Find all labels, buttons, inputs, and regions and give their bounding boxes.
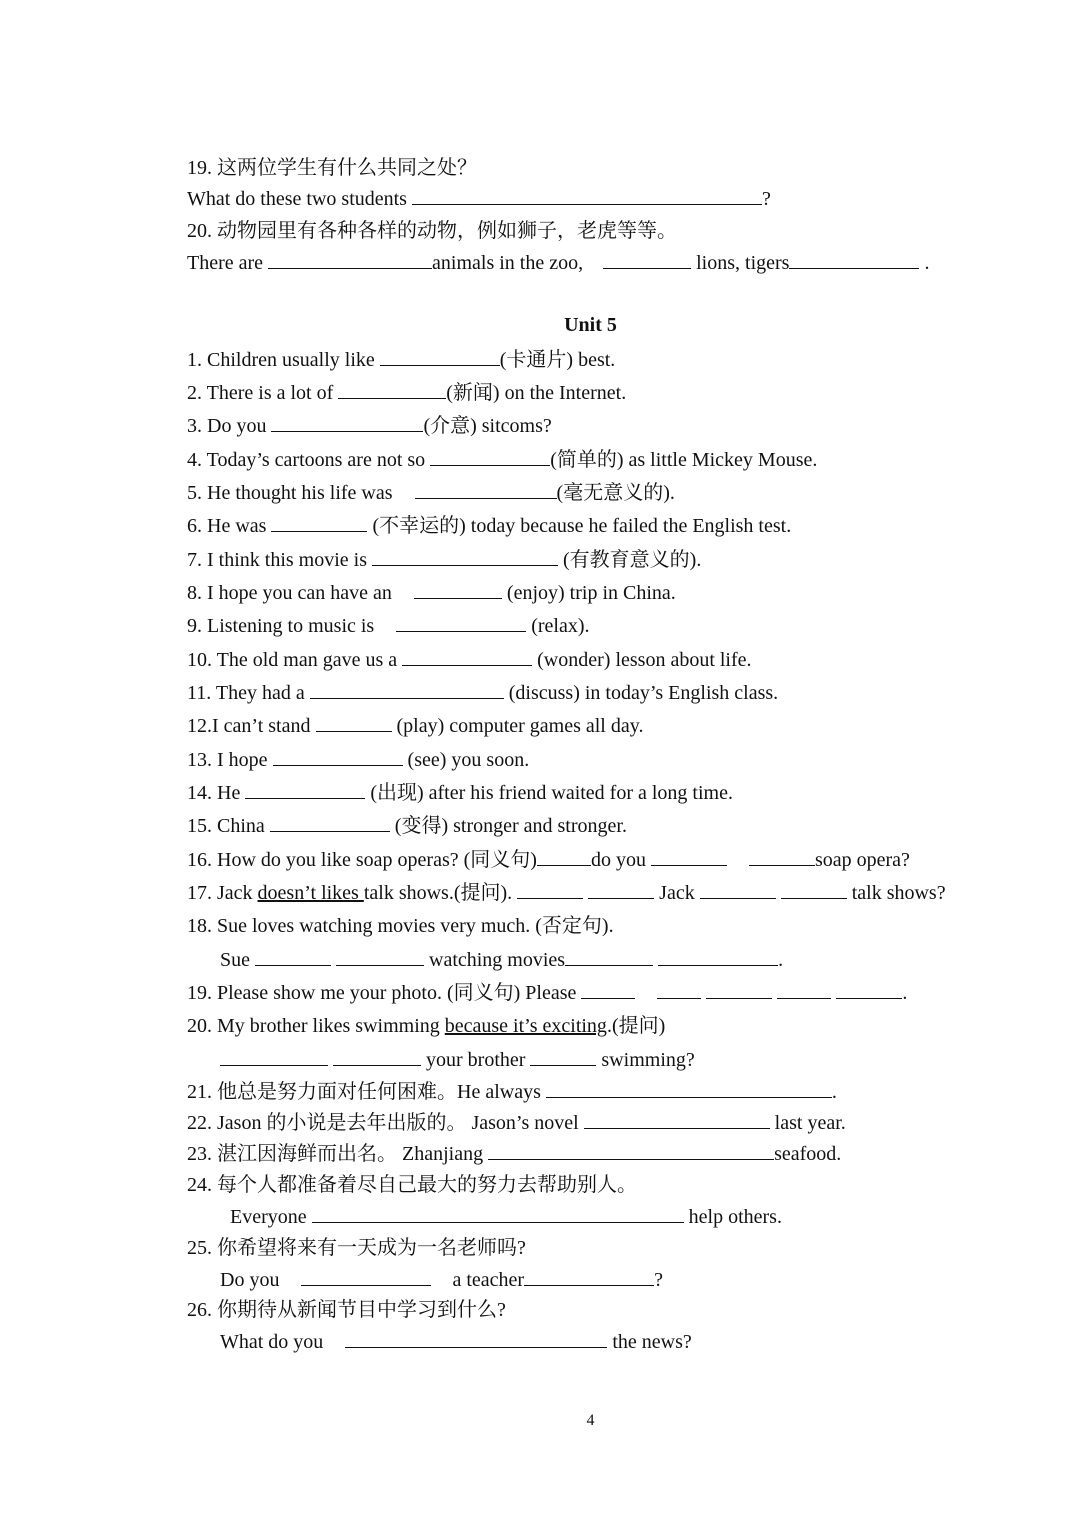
question-18: 18. Sue loves watching movies very much. (否定句). — [187, 915, 614, 937]
question-3: 3. Do you (介意) sitcoms? — [187, 415, 552, 437]
question-9: 9. Listening to music is (relax). — [187, 615, 590, 637]
answer-blank[interactable] — [245, 782, 365, 799]
answer-blank[interactable] — [270, 815, 390, 832]
answer-blank[interactable] — [333, 1049, 421, 1066]
answer-blank[interactable] — [546, 1081, 832, 1098]
question-7: 7. I think this movie is (有教育意义的). — [187, 549, 702, 571]
question-19-english: What do these two students ? — [187, 188, 771, 210]
answer-blank[interactable] — [488, 1143, 774, 1160]
question-5: 5. He thought his life was (毫无意义的). — [187, 482, 675, 504]
answer-blank[interactable] — [517, 882, 583, 899]
answer-blank[interactable] — [336, 949, 424, 966]
question-20-chinese: 20. 动物园里有各种各样的动物，例如狮子，老虎等等。 — [187, 220, 677, 242]
question-20-english: There are animals in the zoo, lions, tigers . — [187, 252, 930, 274]
question-19-chinese: 19. 这两位学生有什么共同之处？ — [187, 157, 477, 179]
question-10: 10. The old man gave us a (wonder) lesson about life. — [187, 649, 752, 671]
answer-blank[interactable] — [271, 515, 367, 532]
answer-blank[interactable] — [402, 649, 532, 666]
answer-blank[interactable] — [312, 1206, 684, 1223]
question-24-chinese: 24. 每个人都准备着尽自己最大的努力去帮助别人。 — [187, 1174, 637, 1196]
answer-blank[interactable] — [651, 849, 727, 866]
answer-blank[interactable] — [271, 415, 423, 432]
question-26-english: What do you the news? — [220, 1331, 692, 1353]
unit-title: Unit 5 — [564, 314, 617, 336]
question-18-answer: Sue watching movies . — [220, 949, 784, 971]
answer-blank[interactable] — [524, 1269, 654, 1286]
answer-blank[interactable] — [380, 349, 500, 366]
answer-blank[interactable] — [836, 982, 902, 999]
answer-blank[interactable] — [581, 982, 635, 999]
question-1: 1. Children usually like (卡通片) best. — [187, 349, 616, 371]
answer-blank[interactable] — [430, 449, 550, 466]
answer-blank[interactable] — [565, 949, 653, 966]
question-20-answer: your brother swimming? — [220, 1048, 695, 1072]
question-14: 14. He (出现) after his friend waited for a long time. — [187, 782, 733, 804]
question-21: 21. 他总是努力面对任何困难。He always . — [187, 1081, 837, 1103]
question-15: 15. China (变得) stronger and stronger. — [187, 815, 627, 837]
answer-blank[interactable] — [603, 252, 691, 269]
question-25-english: Do you a teacher ? — [220, 1269, 663, 1291]
answer-blank[interactable] — [700, 882, 776, 899]
question-4: 4. Today’s cartoons are not so (简单的) as little Mickey Mouse. — [187, 449, 818, 471]
answer-blank[interactable] — [345, 1331, 607, 1348]
answer-blank[interactable] — [414, 582, 502, 599]
answer-blank[interactable] — [268, 252, 432, 269]
answer-blank[interactable] — [588, 882, 654, 899]
question-26-chinese: 26. 你期待从新闻节目中学习到什么? — [187, 1299, 506, 1321]
answer-blank[interactable] — [301, 1269, 431, 1286]
answer-blank[interactable] — [372, 549, 558, 566]
answer-blank[interactable] — [584, 1112, 770, 1129]
question-19: 19. Please show me your photo. (同义句) Please . — [187, 982, 908, 1004]
question-25-chinese: 25. 你希望将来有一天成为一名老师吗? — [187, 1237, 526, 1259]
question-16: 16. How do you like soap operas? (同义句) do you soap opera? — [187, 849, 910, 871]
question-12: 12.I can’t stand (play) computer games all day. — [187, 715, 644, 737]
question-23: 23. 湛江因海鲜而出名。 Zhanjiang seafood. — [187, 1143, 842, 1165]
question-8: 8. I hope you can have an (enjoy) trip in China. — [187, 582, 676, 604]
answer-blank[interactable] — [396, 615, 526, 632]
answer-blank[interactable] — [706, 982, 772, 999]
question-11: 11. They had a (discuss) in today’s English class. — [187, 682, 779, 704]
answer-blank[interactable] — [657, 982, 701, 999]
answer-blank[interactable] — [789, 252, 919, 269]
question-22: 22. Jason 的小说是去年出版的。 Jason’s novel last year. — [187, 1112, 846, 1134]
question-17: 17. Jack doesn’t likes talk shows.(提问). Jack talk shows? — [187, 882, 946, 904]
answer-blank[interactable] — [255, 949, 331, 966]
answer-blank[interactable] — [338, 382, 446, 399]
answer-blank[interactable] — [658, 949, 778, 966]
page-number: 4 — [586, 1412, 595, 1429]
answer-blank[interactable] — [273, 749, 403, 766]
answer-blank[interactable] — [530, 1049, 596, 1066]
answer-blank[interactable] — [777, 982, 831, 999]
question-24-english: Everyone help others. — [230, 1206, 782, 1228]
question-2: 2. There is a lot of (新闻) on the Internet. — [187, 382, 627, 404]
answer-blank[interactable] — [316, 715, 392, 732]
answer-blank[interactable] — [415, 482, 557, 499]
question-13: 13. I hope (see) you soon. — [187, 749, 530, 771]
question-20: 20. My brother likes swimming because it’s exciting.(提问) — [187, 1015, 666, 1037]
question-6: 6. He was (不幸运的) today because he failed the English test. — [187, 515, 792, 537]
answer-blank[interactable] — [537, 849, 591, 866]
answer-blank[interactable] — [412, 188, 762, 205]
answer-blank[interactable] — [310, 682, 504, 699]
answer-blank[interactable] — [220, 1049, 328, 1066]
answer-blank[interactable] — [781, 882, 847, 899]
answer-blank[interactable] — [749, 849, 815, 866]
